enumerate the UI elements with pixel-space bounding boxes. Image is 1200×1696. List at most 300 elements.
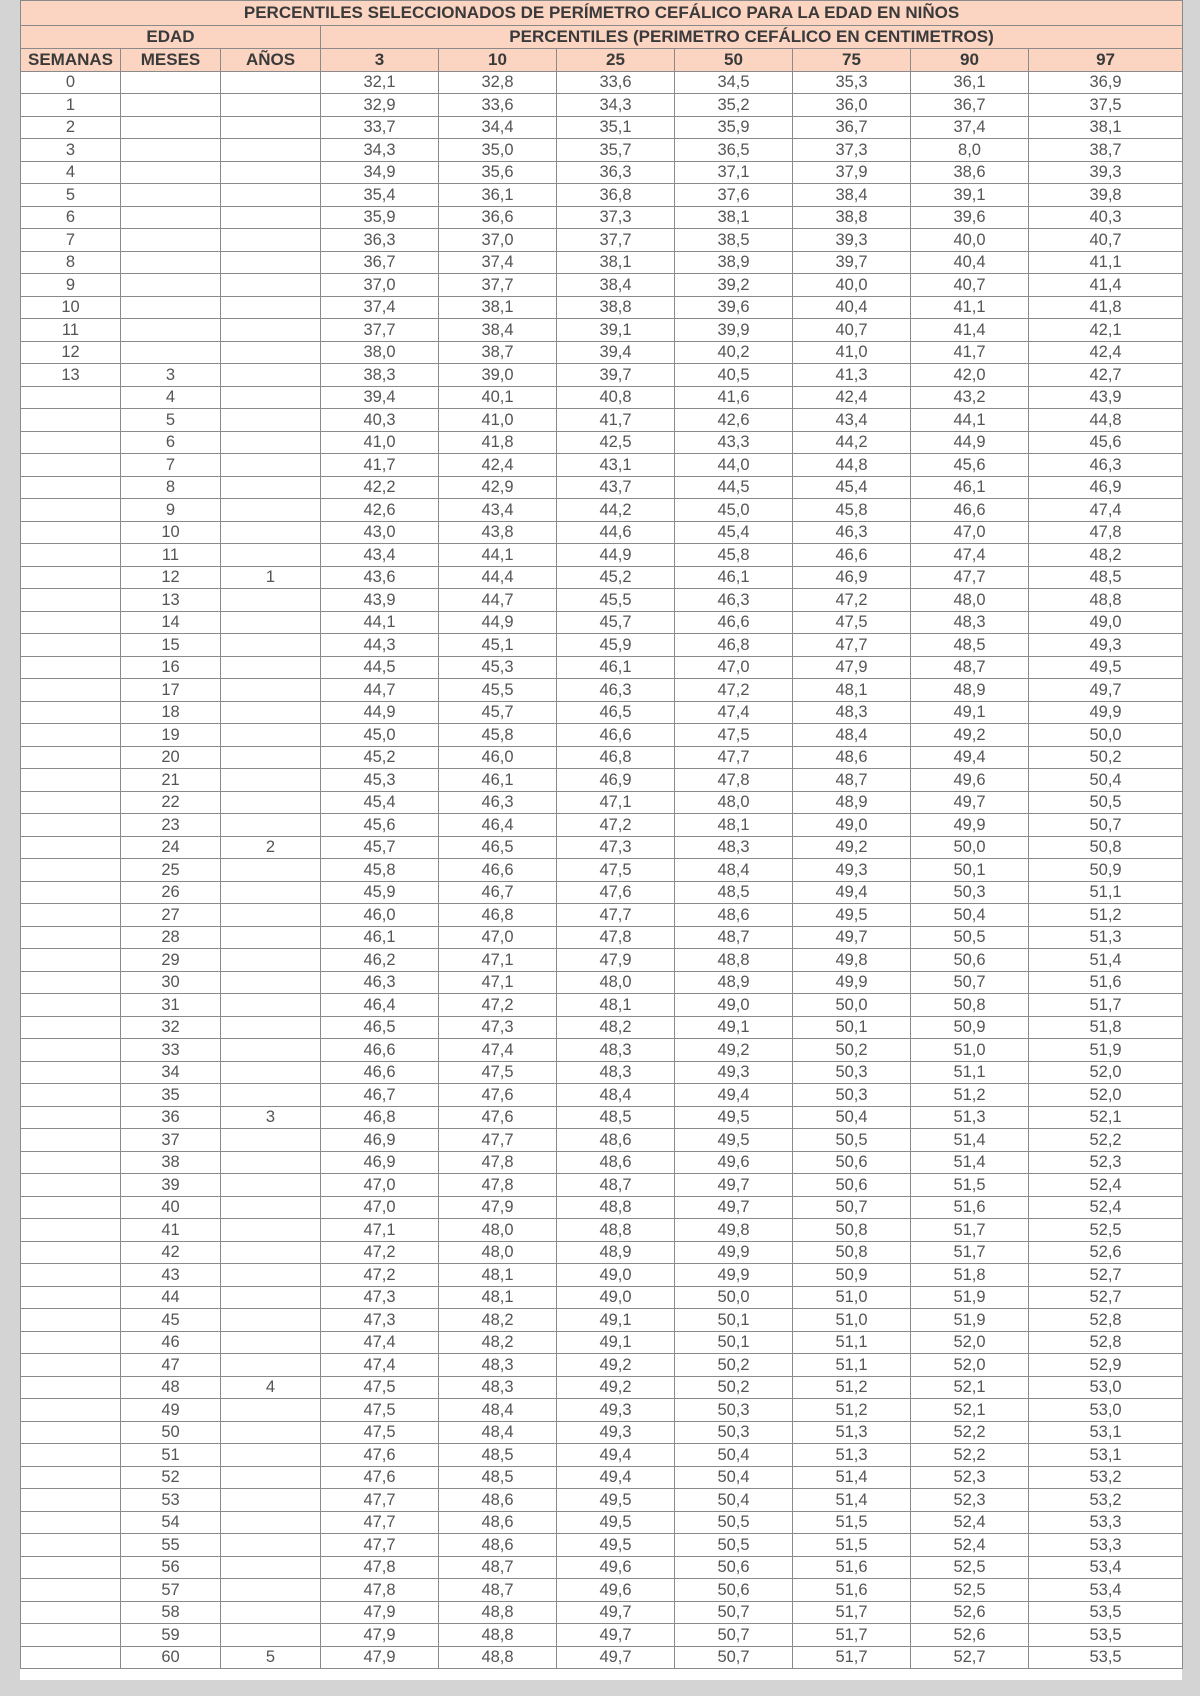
table-cell xyxy=(21,949,121,972)
table-cell: 51,6 xyxy=(793,1579,911,1602)
table-cell: 49,2 xyxy=(675,1039,793,1062)
table-cell xyxy=(221,386,321,409)
table-cell: 47,0 xyxy=(321,1174,439,1197)
column-header: 3 xyxy=(321,49,439,72)
table-cell: 40,0 xyxy=(793,274,911,297)
table-cell: 51,8 xyxy=(911,1264,1029,1287)
table-cell: 48,4 xyxy=(557,1084,675,1107)
table-cell: 52,8 xyxy=(1029,1331,1183,1354)
table-cell: 59 xyxy=(121,1624,221,1647)
table-cell: 50,4 xyxy=(675,1444,793,1467)
table-cell: 49,6 xyxy=(911,769,1029,792)
table-cell: 48,6 xyxy=(675,904,793,927)
table-cell: 12 xyxy=(121,566,221,589)
table-row xyxy=(21,1511,1183,1534)
table-cell xyxy=(21,971,121,994)
table-cell: 36,0 xyxy=(793,94,911,117)
table-cell xyxy=(21,1331,121,1354)
table-cell: 51,3 xyxy=(911,1106,1029,1129)
table-cell: 27 xyxy=(121,904,221,927)
table-cell: 47,8 xyxy=(321,1579,439,1602)
table-cell: 38,3 xyxy=(321,364,439,387)
table-cell: 47,2 xyxy=(793,589,911,612)
table-cell: 47,7 xyxy=(439,1129,557,1152)
table-row xyxy=(21,94,1183,117)
table-cell: 51,5 xyxy=(911,1174,1029,1197)
table-cell: 41,8 xyxy=(439,431,557,454)
table-cell: 44,1 xyxy=(321,611,439,634)
table-cell: 51,1 xyxy=(793,1331,911,1354)
table-cell: 48,3 xyxy=(557,1061,675,1084)
table-cell xyxy=(221,251,321,274)
table-cell: 45,0 xyxy=(321,724,439,747)
table-cell xyxy=(221,1129,321,1152)
table-cell: 50,0 xyxy=(675,1286,793,1309)
table-cell: 50,5 xyxy=(675,1511,793,1534)
table-cell: 35,7 xyxy=(557,139,675,162)
table-cell: 48,3 xyxy=(439,1376,557,1399)
table-cell: 44,3 xyxy=(321,634,439,657)
table-cell: 52,3 xyxy=(911,1489,1029,1512)
table-cell: 46,7 xyxy=(439,881,557,904)
table-cell: 28 xyxy=(121,926,221,949)
table-cell: 49,7 xyxy=(557,1646,675,1669)
table-cell: 38,1 xyxy=(439,296,557,319)
table-cell: 51,7 xyxy=(1029,994,1183,1017)
table-cell: 53,1 xyxy=(1029,1421,1183,1444)
table-cell xyxy=(21,1241,121,1264)
table-cell: 52,1 xyxy=(911,1376,1029,1399)
table-cell: 47,9 xyxy=(321,1646,439,1669)
table-cell: 45,5 xyxy=(439,679,557,702)
table-cell xyxy=(21,499,121,522)
table-cell: 39,6 xyxy=(911,206,1029,229)
table-cell xyxy=(21,1534,121,1557)
table-cell: 46,8 xyxy=(675,634,793,657)
table-row xyxy=(21,274,1183,297)
table-cell: 11 xyxy=(121,544,221,567)
table-cell xyxy=(221,589,321,612)
table-cell: 48,1 xyxy=(793,679,911,702)
table-cell: 52,0 xyxy=(1029,1084,1183,1107)
table-cell: 44,8 xyxy=(1029,409,1183,432)
table-cell xyxy=(21,589,121,612)
table-cell: 49,0 xyxy=(1029,611,1183,634)
table-cell: 39,1 xyxy=(557,319,675,342)
table-cell xyxy=(21,1061,121,1084)
table-cell: 38,1 xyxy=(557,251,675,274)
table-cell: 38,4 xyxy=(793,184,911,207)
table-cell: 50,6 xyxy=(911,949,1029,972)
table-cell: 20 xyxy=(121,746,221,769)
table-row xyxy=(21,364,1183,387)
table-cell: 3 xyxy=(221,1106,321,1129)
table-cell: 52,7 xyxy=(911,1646,1029,1669)
table-cell: 51,7 xyxy=(793,1624,911,1647)
table-row xyxy=(21,1129,1183,1152)
table-cell: 47,0 xyxy=(675,656,793,679)
table-cell: 48,8 xyxy=(675,949,793,972)
table-row xyxy=(21,1579,1183,1602)
table-cell: 34 xyxy=(121,1061,221,1084)
table-cell: 48,4 xyxy=(439,1421,557,1444)
table-cell: 53 xyxy=(121,1489,221,1512)
table-cell: 35,0 xyxy=(439,139,557,162)
column-header: 90 xyxy=(911,49,1029,72)
table-cell: 17 xyxy=(121,679,221,702)
table-cell: 47,9 xyxy=(557,949,675,972)
table-cell: 43,8 xyxy=(439,521,557,544)
table-cell xyxy=(21,1556,121,1579)
table-cell xyxy=(21,1511,121,1534)
table-cell: 50,0 xyxy=(911,836,1029,859)
table-row xyxy=(21,814,1183,837)
table-cell: 40,4 xyxy=(793,296,911,319)
table-cell: 46,9 xyxy=(557,769,675,792)
table-cell: 45,7 xyxy=(439,701,557,724)
table-cell: 48,0 xyxy=(557,971,675,994)
table-cell: 50,1 xyxy=(911,859,1029,882)
table-cell: 43,6 xyxy=(321,566,439,589)
table-cell xyxy=(221,1016,321,1039)
table-cell: 50,5 xyxy=(675,1534,793,1557)
table-cell: 41,7 xyxy=(911,341,1029,364)
table-cell: 49,4 xyxy=(557,1444,675,1467)
table-cell: 24 xyxy=(121,836,221,859)
table-row xyxy=(21,1264,1183,1287)
table-row xyxy=(21,791,1183,814)
table-cell: 47,2 xyxy=(321,1264,439,1287)
table-row xyxy=(21,544,1183,567)
table-cell: 47,0 xyxy=(911,521,1029,544)
table-cell: 38,5 xyxy=(675,229,793,252)
table-cell: 7 xyxy=(121,454,221,477)
table-cell: 60 xyxy=(121,1646,221,1669)
table-cell: 9 xyxy=(21,274,121,297)
table-cell: 45,2 xyxy=(557,566,675,589)
table-cell: 41,1 xyxy=(911,296,1029,319)
table-body xyxy=(21,71,1183,1669)
table-cell: 46,4 xyxy=(439,814,557,837)
table-cell: 42,2 xyxy=(321,476,439,499)
table-cell: 45,5 xyxy=(557,589,675,612)
table-row xyxy=(21,1421,1183,1444)
table-cell: 46,1 xyxy=(439,769,557,792)
table-cell: 51,4 xyxy=(911,1129,1029,1152)
table-cell: 45,3 xyxy=(439,656,557,679)
table-cell xyxy=(21,1601,121,1624)
table-cell: 48,5 xyxy=(911,634,1029,657)
table-cell: 48,4 xyxy=(439,1399,557,1422)
table-row xyxy=(21,769,1183,792)
table-cell: 47,9 xyxy=(439,1196,557,1219)
table-cell xyxy=(221,431,321,454)
table-cell: 49,3 xyxy=(557,1399,675,1422)
table-cell: 49,5 xyxy=(557,1511,675,1534)
table-cell xyxy=(221,949,321,972)
table-cell: 48,8 xyxy=(1029,589,1183,612)
table-cell xyxy=(21,431,121,454)
table-cell xyxy=(21,454,121,477)
table-cell: 49,3 xyxy=(793,859,911,882)
table-cell: 52,0 xyxy=(911,1331,1029,1354)
table-cell: 40,2 xyxy=(675,341,793,364)
table-cell: 51,1 xyxy=(911,1061,1029,1084)
table-cell xyxy=(221,1196,321,1219)
table-cell: 51,2 xyxy=(793,1399,911,1422)
table-cell xyxy=(121,184,221,207)
table-cell xyxy=(21,656,121,679)
table-cell: 44,4 xyxy=(439,566,557,589)
table-cell xyxy=(121,229,221,252)
table-cell: 39,3 xyxy=(793,229,911,252)
table-cell: 35,3 xyxy=(793,71,911,94)
table-cell xyxy=(121,116,221,139)
table-cell: 47,5 xyxy=(321,1421,439,1444)
table-cell: 45,7 xyxy=(557,611,675,634)
table-cell xyxy=(221,746,321,769)
table-row xyxy=(21,1646,1183,1669)
table-cell: 37 xyxy=(121,1129,221,1152)
table-cell: 47,7 xyxy=(911,566,1029,589)
table-cell: 49,2 xyxy=(911,724,1029,747)
table-cell xyxy=(221,701,321,724)
table-cell: 53,1 xyxy=(1029,1444,1183,1467)
table-cell xyxy=(221,1151,321,1174)
table-cell: 46,3 xyxy=(1029,454,1183,477)
table-cell: 36,7 xyxy=(321,251,439,274)
table-cell: 54 xyxy=(121,1511,221,1534)
table-cell: 33,6 xyxy=(557,71,675,94)
table-cell: 4 xyxy=(21,161,121,184)
table-cell: 50,1 xyxy=(675,1309,793,1332)
table-cell: 44,8 xyxy=(793,454,911,477)
table-cell: 43,9 xyxy=(1029,386,1183,409)
table-cell: 47,4 xyxy=(911,544,1029,567)
table-cell xyxy=(21,836,121,859)
table-cell: 47,8 xyxy=(1029,521,1183,544)
table-cell: 48,6 xyxy=(557,1129,675,1152)
table-row xyxy=(21,1196,1183,1219)
table-cell: 36,8 xyxy=(557,184,675,207)
table-cell: 38,4 xyxy=(439,319,557,342)
table-cell xyxy=(221,1601,321,1624)
table-cell: 43,0 xyxy=(321,521,439,544)
table-cell: 46,5 xyxy=(321,1016,439,1039)
table-row xyxy=(21,971,1183,994)
table-cell: 50,3 xyxy=(793,1061,911,1084)
table-cell: 48,2 xyxy=(557,1016,675,1039)
table-row xyxy=(21,634,1183,657)
table-cell xyxy=(21,994,121,1017)
table-cell: 45,4 xyxy=(321,791,439,814)
table-cell: 40,3 xyxy=(321,409,439,432)
table-cell: 43,4 xyxy=(321,544,439,567)
table-cell: 44,9 xyxy=(911,431,1029,454)
table-cell: 43,2 xyxy=(911,386,1029,409)
table-cell: 41,0 xyxy=(439,409,557,432)
table-cell: 52,8 xyxy=(1029,1309,1183,1332)
column-header: 25 xyxy=(557,49,675,72)
table-cell: 57 xyxy=(121,1579,221,1602)
table-cell: 47,7 xyxy=(793,634,911,657)
table-cell: 33,7 xyxy=(321,116,439,139)
table-cell xyxy=(221,274,321,297)
table-cell: 49,0 xyxy=(793,814,911,837)
table-cell xyxy=(221,859,321,882)
table-cell xyxy=(21,904,121,927)
table-cell xyxy=(21,814,121,837)
table-cell: 50,4 xyxy=(911,904,1029,927)
table-cell: 46,3 xyxy=(557,679,675,702)
table-cell: 46,7 xyxy=(321,1084,439,1107)
table-cell xyxy=(121,94,221,117)
table-cell: 53,0 xyxy=(1029,1399,1183,1422)
table-cell: 43,4 xyxy=(793,409,911,432)
table-cell: 26 xyxy=(121,881,221,904)
table-cell: 46,6 xyxy=(557,724,675,747)
table-cell: 51,5 xyxy=(793,1511,911,1534)
table-cell: 52 xyxy=(121,1466,221,1489)
table-cell: 39,2 xyxy=(675,274,793,297)
table-cell: 48,6 xyxy=(793,746,911,769)
table-cell xyxy=(221,206,321,229)
table-cell: 53,3 xyxy=(1029,1511,1183,1534)
table-cell: 49,5 xyxy=(1029,656,1183,679)
table-row xyxy=(21,409,1183,432)
table-cell: 44 xyxy=(121,1286,221,1309)
table-cell: 52,5 xyxy=(911,1579,1029,1602)
table-cell xyxy=(121,296,221,319)
table-cell: 37,1 xyxy=(675,161,793,184)
table-cell xyxy=(21,679,121,702)
table-cell: 48,4 xyxy=(793,724,911,747)
table-cell: 43,9 xyxy=(321,589,439,612)
table-cell: 7 xyxy=(21,229,121,252)
table-cell: 48,1 xyxy=(439,1286,557,1309)
table-cell: 51,4 xyxy=(911,1151,1029,1174)
table-cell: 48,3 xyxy=(793,701,911,724)
table-cell: 49,2 xyxy=(557,1354,675,1377)
table-cell: 3 xyxy=(121,364,221,387)
table-cell: 49,7 xyxy=(793,926,911,949)
table-cell: 48,5 xyxy=(675,881,793,904)
table-cell: 51,2 xyxy=(793,1376,911,1399)
table-cell: 52,2 xyxy=(911,1444,1029,1467)
table-row xyxy=(21,949,1183,972)
table-row xyxy=(21,1534,1183,1557)
table-cell: 47,6 xyxy=(439,1084,557,1107)
table-cell: 48,7 xyxy=(793,769,911,792)
table-cell: 49,7 xyxy=(1029,679,1183,702)
table-cell: 40,1 xyxy=(439,386,557,409)
table-cell: 47,7 xyxy=(557,904,675,927)
table-cell xyxy=(21,926,121,949)
table-cell xyxy=(221,409,321,432)
table-cell: 48,9 xyxy=(557,1241,675,1264)
table-cell: 47,8 xyxy=(321,1556,439,1579)
table-row xyxy=(21,656,1183,679)
table-row xyxy=(21,1354,1183,1377)
table-cell: 45,7 xyxy=(321,836,439,859)
table-row xyxy=(21,229,1183,252)
table-cell: 36,7 xyxy=(911,94,1029,117)
table-cell: 36,5 xyxy=(675,139,793,162)
table-cell: 42,7 xyxy=(1029,364,1183,387)
table-cell: 50,8 xyxy=(793,1241,911,1264)
table-cell: 38,8 xyxy=(557,296,675,319)
table-cell: 34,3 xyxy=(557,94,675,117)
table-cell xyxy=(221,994,321,1017)
table-cell: 32,8 xyxy=(439,71,557,94)
table-cell: 51,4 xyxy=(793,1489,911,1512)
table-cell xyxy=(121,251,221,274)
table-cell: 39,4 xyxy=(321,386,439,409)
table-cell xyxy=(221,476,321,499)
table-cell xyxy=(221,94,321,117)
table-cell: 48,4 xyxy=(675,859,793,882)
table-cell: 4 xyxy=(221,1376,321,1399)
table-cell: 51,6 xyxy=(793,1556,911,1579)
table-cell: 48,3 xyxy=(439,1354,557,1377)
table-cell xyxy=(221,1309,321,1332)
table-cell: 32,9 xyxy=(321,94,439,117)
table-cell: 55 xyxy=(121,1534,221,1557)
table-row xyxy=(21,1444,1183,1467)
table-cell: 53,4 xyxy=(1029,1579,1183,1602)
table-row xyxy=(21,71,1183,94)
table-cell xyxy=(221,1354,321,1377)
table-cell: 36,1 xyxy=(911,71,1029,94)
table-row xyxy=(21,386,1183,409)
table-row xyxy=(21,836,1183,859)
table-cell xyxy=(221,904,321,927)
table-cell: 18 xyxy=(121,701,221,724)
table-cell: 8 xyxy=(21,251,121,274)
table-cell: 49,6 xyxy=(675,1151,793,1174)
table-cell xyxy=(221,1489,321,1512)
table-cell: 46,1 xyxy=(911,476,1029,499)
table-cell: 38 xyxy=(121,1151,221,1174)
table-cell: 41,0 xyxy=(321,431,439,454)
table-cell: 48,8 xyxy=(439,1624,557,1647)
table-cell: 50,9 xyxy=(911,1016,1029,1039)
table-cell xyxy=(221,1534,321,1557)
table-cell: 50,3 xyxy=(911,881,1029,904)
table-cell: 47,5 xyxy=(557,859,675,882)
table-cell: 49,6 xyxy=(557,1556,675,1579)
table-cell: 38,1 xyxy=(675,206,793,229)
table-cell xyxy=(221,971,321,994)
table-cell: 45,9 xyxy=(321,881,439,904)
table-row xyxy=(21,1241,1183,1264)
table-cell: 52,6 xyxy=(911,1601,1029,1624)
table-row xyxy=(21,589,1183,612)
table-cell: 48,0 xyxy=(439,1219,557,1242)
table-cell: 50,2 xyxy=(793,1039,911,1062)
table-cell: 47,2 xyxy=(557,814,675,837)
table-cell: 48,6 xyxy=(439,1534,557,1557)
table-cell: 46,1 xyxy=(321,926,439,949)
column-header: 97 xyxy=(1029,49,1183,72)
table-cell: 41,0 xyxy=(793,341,911,364)
table-cell: 50,6 xyxy=(675,1579,793,1602)
table-cell: 52,6 xyxy=(1029,1241,1183,1264)
table-cell xyxy=(221,769,321,792)
table-cell: 47,9 xyxy=(321,1601,439,1624)
table-cell xyxy=(221,679,321,702)
table-cell: 42,0 xyxy=(911,364,1029,387)
